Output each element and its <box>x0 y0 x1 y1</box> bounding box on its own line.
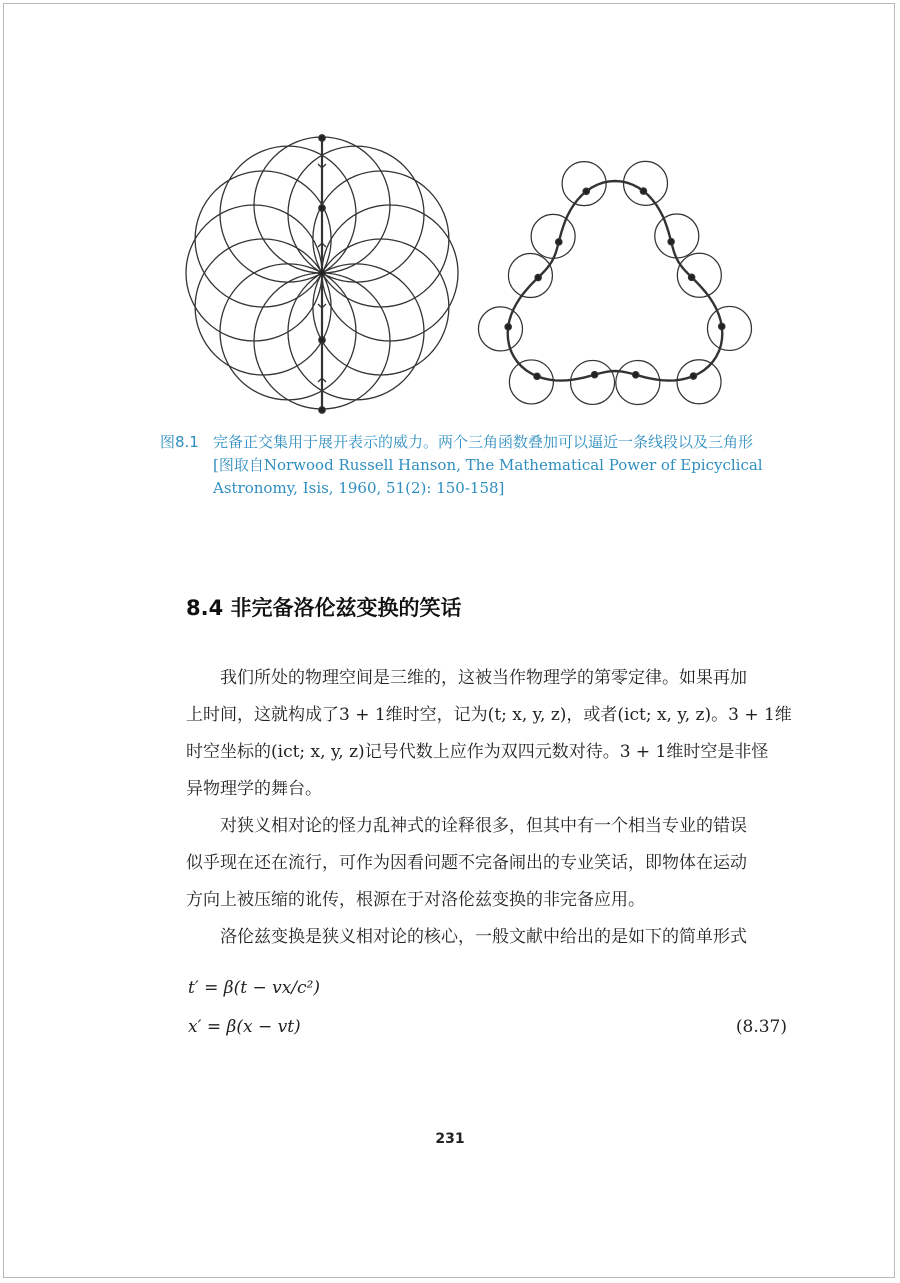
equation-number: (8.37) <box>735 1017 787 1037</box>
section-heading: 8.4 非完备洛伦兹变换的笑话 <box>186 596 462 620</box>
paragraph-3-line-1: 洛伦兹变换是狭义相对论的核心，一般文献中给出的是如下的简单形式 <box>186 927 747 947</box>
epicycle-rosette-diagram <box>186 135 458 413</box>
paragraph-2-line-3: 方向上被压缩的讹传，根源在于对洛伦兹变换的非完备应用。 <box>186 890 645 910</box>
paragraph-2-line-2: 似乎现在还在流行，可作为因看问题不完备闹出的专业笑话，即物体在运动 <box>186 853 747 873</box>
body-text <box>186 660 792 956</box>
caption-label: 图8.1 <box>160 433 199 451</box>
figure-8-1 <box>180 128 760 418</box>
caption-line-1: 完备正交集用于展开表示的威力。两个三角函数叠加可以逼近一条线段以及三角形 <box>213 433 754 451</box>
equation-t-prime: t′ = β(t − vx/c²) <box>188 978 320 998</box>
epicycle-triangle-diagram <box>478 161 751 404</box>
paragraph-1-line-3: 时空坐标的(ict; x, y, z)记号代数上应作为双四元数对待。3 + 1维时空是非怪 <box>186 742 769 762</box>
paragraph-1-line-2: 上时间，这就构成了3 + 1维时空，记为(t; x, y, z)，或者(ict; x, y, z)。3 + 1维 <box>186 705 792 725</box>
equation-x-prime: x′ = β(x − vt) <box>188 1017 301 1037</box>
paragraph-2-line-1: 对狭义相对论的怪力乱神式的诠释很多，但其中有一个相当专业的错误 <box>186 816 747 836</box>
paragraph-1-line-1: 我们所处的物理空间是三维的，这被当作物理学的第零定律。如果再加 <box>186 668 747 688</box>
figure-caption <box>160 431 800 500</box>
caption-line-3: Astronomy, Isis, 1960, 51(2): 150-158] <box>213 479 505 497</box>
paragraph-1-line-4: 异物理学的舞台。 <box>186 779 322 799</box>
page-number: 231 <box>435 1131 465 1147</box>
caption-line-2: [图取自Norwood Russell Hanson, The Mathematical Power of Epicyclical <box>213 456 763 474</box>
